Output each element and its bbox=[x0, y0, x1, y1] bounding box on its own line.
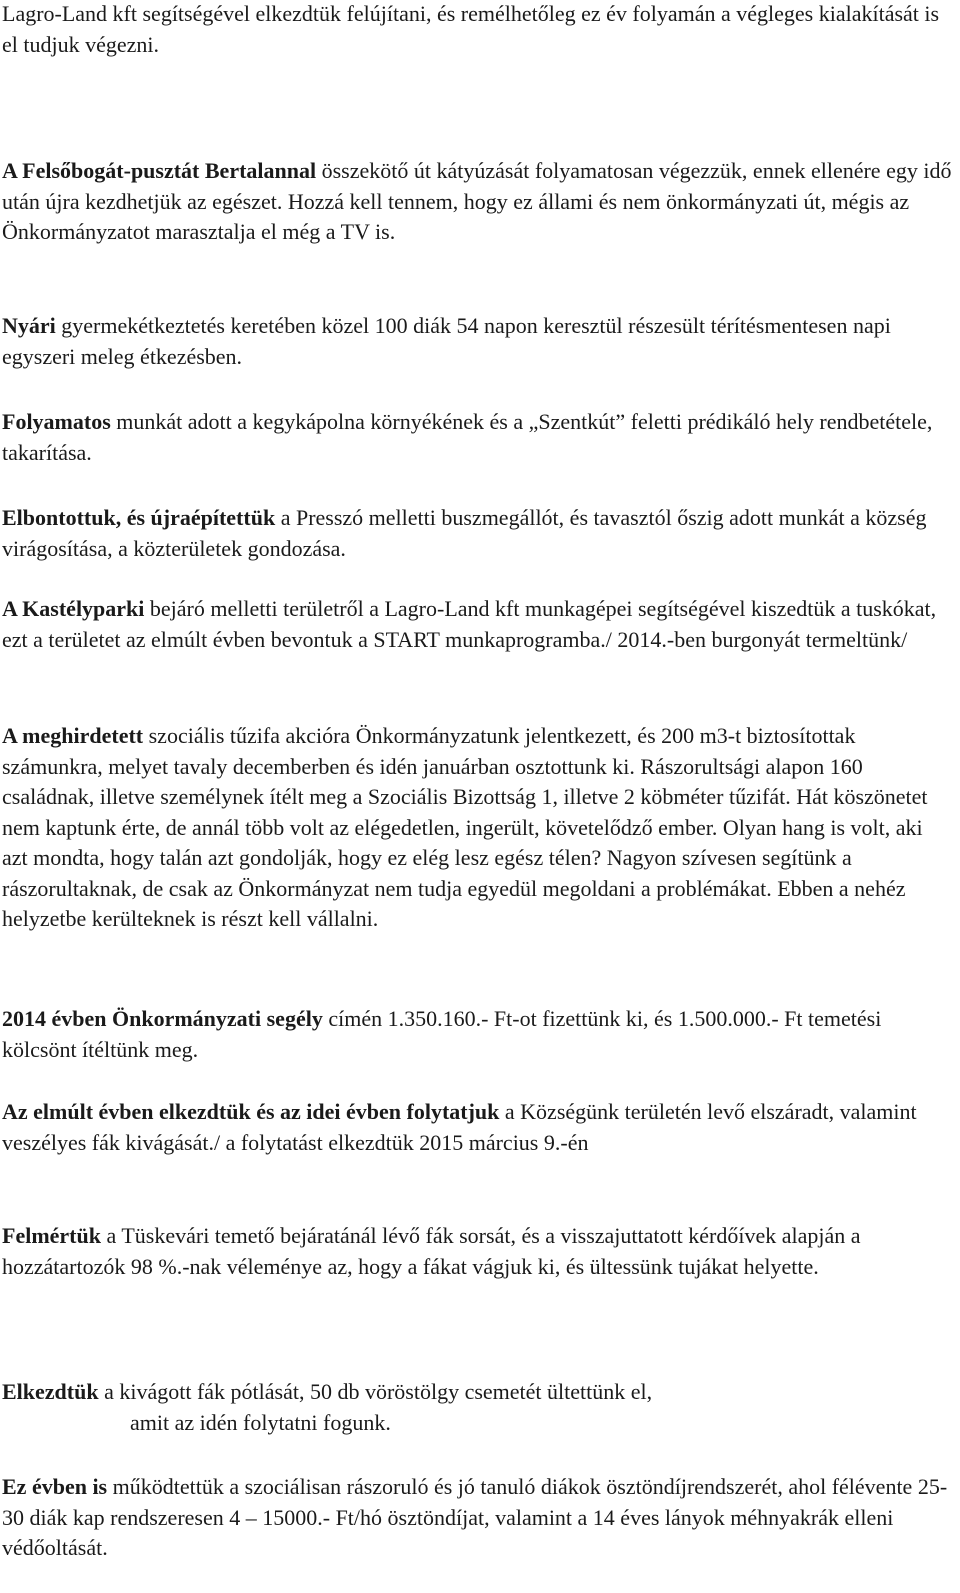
paragraph-lead: Ez évben is bbox=[2, 1474, 108, 1499]
paragraph-indented-line: amit az idén folytatni fogunk. bbox=[130, 1409, 391, 1435]
paragraph-lead: Folyamatos bbox=[2, 409, 111, 434]
paragraph-text: bejáró melletti területről a Lagro-Land kft munkagépei segítségével kiszedtük a tuskókat, ezt a területet az elmúlt évben bevontuk a START munkaprogramba./ 2014.-ben burgonyát termeltünk/ bbox=[2, 596, 937, 652]
paragraph-lead: 2014 évben Önkormányzati segély bbox=[2, 1006, 323, 1031]
paragraph-bus-stop bbox=[2, 503, 952, 564]
paragraph-text: összekötő út kátyúzását folyamatosan végezzük, ennek ellenére egy idő után újra kezdhetjük az egészet. Hozzá kell tennem, hogy ez állami és nem önkormányzati út, mégis az Önkormányzatot marasztalja el még a TV is. bbox=[2, 158, 952, 244]
paragraph-lead: Az elmúlt évben elkezdtük és az idei évben folytatjuk bbox=[2, 1099, 500, 1124]
paragraph-lead: Nyári bbox=[2, 313, 56, 338]
paragraph-text: szociális tűzifa akcióra Önkormányzatunk jelentkezett, és 200 m3-t biztosítottak számunkra, melyet tavaly decemberben és idén januárban osztottunk ki. Rászorultsági alapon 160 családnak, illetve személynek ítélt meg a Szociális Bizottság 1, illetve 2 köbméter tűzifát. Hát köszönetet nem kaptunk érte, de annál több volt az elégedetlen, ingerült, követelődző ember. Olyan hang is volt, aki azt mondta, hogy talán azt gondolják, hogy ez elég lesz egész télen? Nagyon szívesen segítünk a rászorultaknak, de csak az Önkormányzat nem tudja egyedül megoldani a problémákat. Ebben a nehéz helyzetbe kerülteknek is részt kell vállalni. bbox=[2, 723, 928, 931]
paragraph-text: Lagro-Land kft segítségével elkezdtük felújítani, és remélhetőleg ez év folyamán a végleges kialakítását is el tudjuk végezni. bbox=[2, 1, 940, 57]
paragraph-chapel-cleanup bbox=[2, 407, 952, 468]
paragraph-text: címén 1.350.160.- Ft-ot fizettünk ki, és 1.500.000.- Ft temetési kölcsönt ítéltünk meg. bbox=[2, 1006, 882, 1062]
paragraph-text: munkát adott a kegykápolna környékének és a „Szentkút” feletti prédikáló hely rendbetétele, takarítása. bbox=[2, 409, 933, 465]
paragraph-text: a kivágott fák pótlását, 50 db vöröstölgy csemetét ültettünk el, bbox=[98, 1379, 653, 1404]
paragraph-pothole-repair bbox=[2, 156, 952, 248]
paragraph-text: a Községünk területén levő elszáradt, valamint veszélyes fák kivágását./ a folytatást elkezdtük 2015 március 9.-én bbox=[2, 1099, 917, 1155]
paragraph-cemetery-survey bbox=[2, 1221, 952, 1282]
paragraph-text: működtettük a szociálisan rászoruló és jó tanuló diákok ösztöndíjrendszerét, ahol félévente 25-30 diák kap rendszeresen 4 – 15000.- Ft/hó ösztöndíjat, valamint a 14 éves lányok méhnyakrák elleni védőoltását. bbox=[2, 1474, 948, 1560]
paragraph-scholarship bbox=[2, 1472, 952, 1564]
paragraph-lead: Elbontottuk, és újraépítettük bbox=[2, 505, 276, 530]
paragraph-lead: Felmértük bbox=[2, 1223, 101, 1248]
paragraph-summer-meals bbox=[2, 311, 952, 372]
paragraph-tree-replanting bbox=[2, 1377, 952, 1438]
paragraph-lead: A Kastélyparki bbox=[2, 596, 145, 621]
paragraph-firewood-program bbox=[2, 721, 952, 935]
paragraph-text: a Presszó melletti buszmegállót, és tavasztól őszig adott munkát a község virágosítása, a közterületek gondozása. bbox=[2, 505, 927, 561]
paragraph-castle-park bbox=[2, 594, 952, 655]
paragraph-lead: Elkezdtük bbox=[2, 1379, 99, 1404]
paragraph-tree-felling bbox=[2, 1097, 952, 1158]
paragraph-text: gyermekétkeztetés keretében közel 100 diák 54 napon keresztül részesült térítésmentesen napi egyszeri meleg étkezésben. bbox=[2, 313, 891, 369]
paragraph-lead: A Felsőbogát-pusztát Bertalannal bbox=[2, 158, 317, 183]
paragraph-road-renovation bbox=[2, 0, 952, 60]
paragraph-lead: A meghirdetett bbox=[2, 723, 144, 748]
paragraph-text: a Tüskevári temető bejáratánál lévő fák sorsát, és a visszajuttatott kérdőívek alapján a hozzátartozók 98 %.-nak véleménye az, hogy a fákat vágjuk ki, és ültessünk tujákat helyette. bbox=[2, 1223, 861, 1279]
paragraph-municipal-aid bbox=[2, 1004, 952, 1065]
